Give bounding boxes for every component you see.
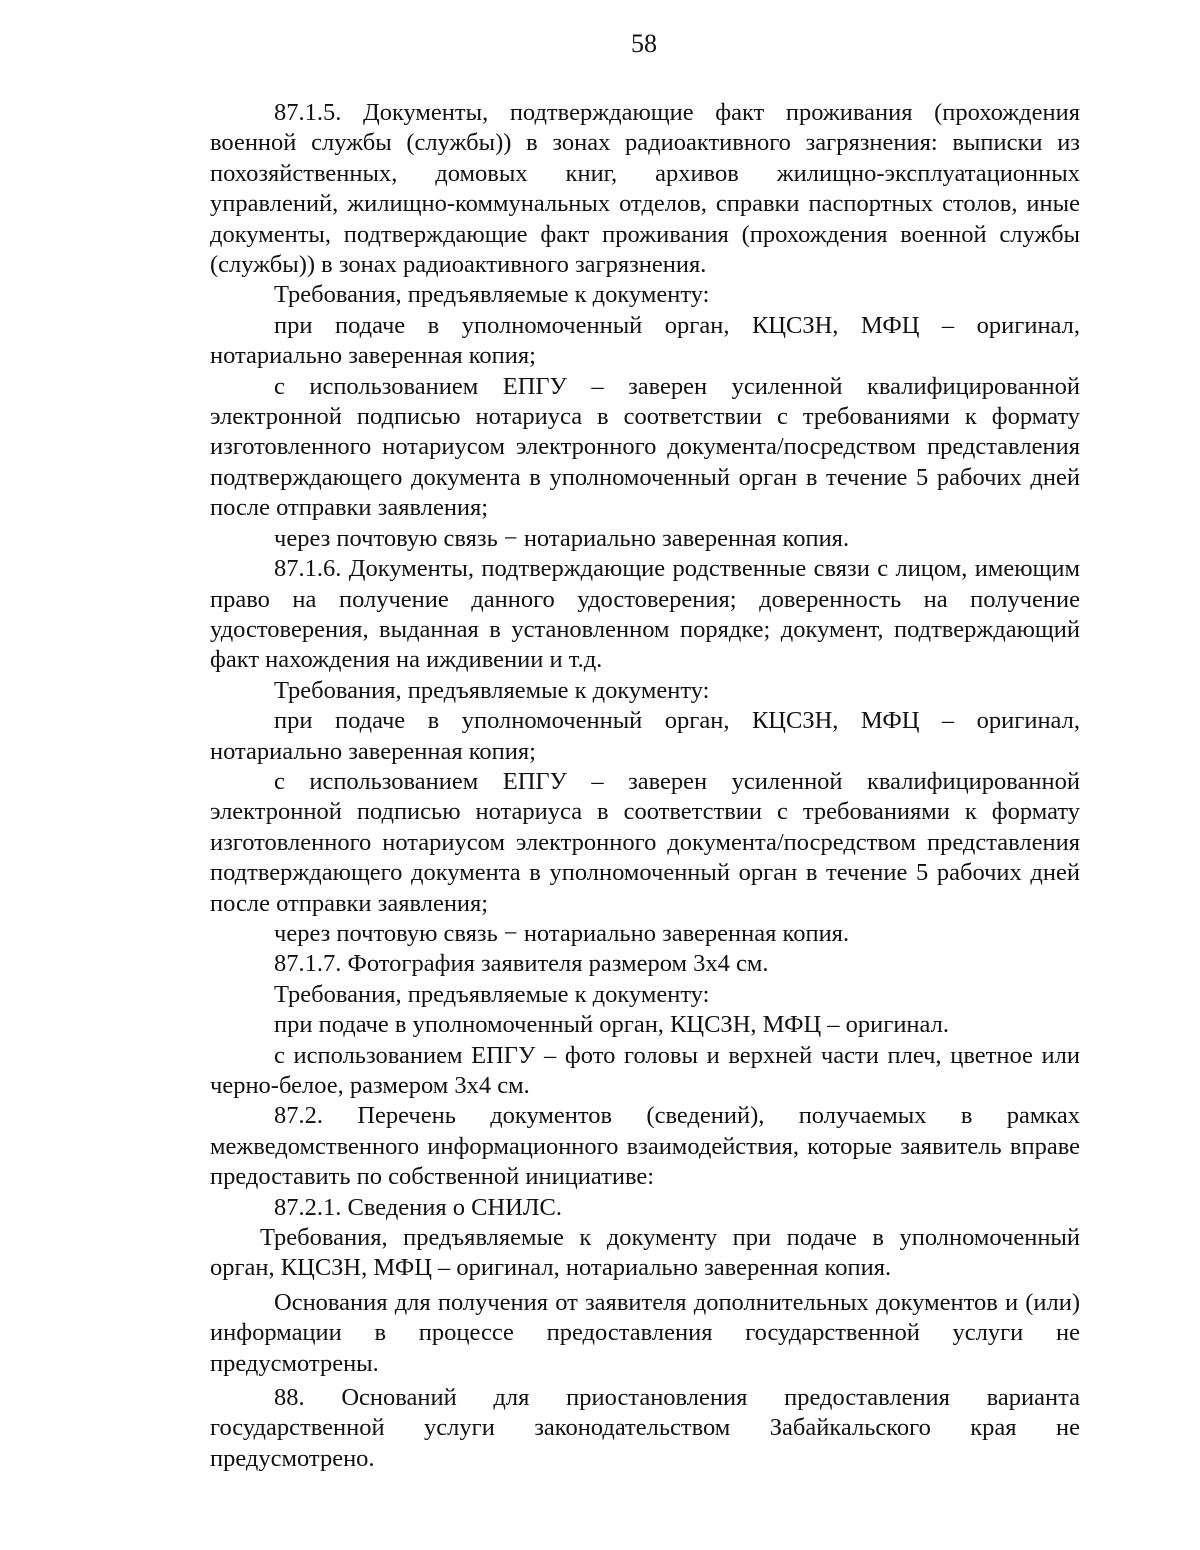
requirement-epgu: с использованием ЕПГУ – заверен усиленной квалифицированной электронной подписью нотариуса в соответствии с требованиями к формату изготовленного нотариусом электронного документа/посредством представления подтверждающего документа в уполномоченный орган в течение 5 рабочих дней после отправки заявления; [210,372,1080,522]
paragraph-87-1-5: 87.1.5. Документы, подтверждающие факт проживания (прохождения военной службы (службы)) в зонах радиоактивного загрязнения: выписки из похозяйственных, домовых книг, архивов жилищно-эксплуатационных управлений, жилищно-коммунальных отделов, справки паспортных столов, иные документы, подтверждающие факт проживания (прохождения военной службы (службы)) в зонах радиоактивного загрязнения. [210,99,1080,279]
paragraph-87-2: 87.2. Перечень документов (сведений), получаемых в рамках межведомственного информационного взаимодействия, которые заявитель вправе предоставить по собственной инициативе: [210,1102,1080,1191]
document-body [210,98,1080,1474]
requirement-in-person: при подаче в уполномоченный орган, КЦСЗН, МФЦ – оригинал, нотариально заверенная копия; [210,707,1080,765]
paragraph-87-1-7: 87.1.7. Фотография заявителя размером 3х4 см. [274,950,769,978]
requirements-heading: Требования, предъявляемые к документу: [274,980,710,1008]
requirements-heading: Требования, предъявляемые к документу: [274,676,710,704]
requirement-post: через почтовую связь − нотариально заверенная копия. [274,524,850,552]
paragraph-87-2-1: 87.2.1. Сведения о СНИЛС. [274,1193,562,1221]
page-number: 58 [631,29,657,58]
paragraph-88: 88. Оснований для приостановления предоставления варианта государственной услуги законодательством Забайкальского края не предусмотрено. [210,1384,1080,1472]
paragraph-87-1-6: 87.1.6. Документы, подтверждающие родственные связи с лицом, имеющим право на получение данного удостоверения; доверенность на получение удостоверения, выданная в установленном порядке; документ, подтверждающий факт нахождения на иждивении и т.д. [210,555,1080,674]
requirement-snils: Требования, предъявляемые к документу при подаче в уполномоченный орган, КЦСЗН, МФЦ – оригинал, нотариально заверенная копия. [210,1224,1080,1282]
requirements-heading: Требования, предъявляемые к документу: [274,281,710,309]
requirement-in-person: при подаче в уполномоченный орган, КЦСЗН, МФЦ – оригинал, нотариально заверенная копия; [210,311,1080,370]
requirement-epgu: с использованием ЕПГУ – заверен усиленной квалифицированной электронной подписью нотариуса в соответствии с требованиями к формату изготовленного нотариусом электронного документа/посредством представления подтверждающего документа в уполномоченный орган в течение 5 рабочих дней после отправки заявления; [210,767,1080,917]
requirement-epgu: с использованием ЕПГУ – фото головы и верхней части плеч, цветное или черно-белое, размером 3х4 см. [210,1041,1080,1099]
requirement-post: через почтовую связь − нотариально заверенная копия. [274,919,850,947]
paragraph-grounds: Основания для получения от заявителя дополнительных документов и (или) информации в процессе предоставления государственной услуги не предусмотрены. [210,1288,1080,1377]
requirement-in-person: при подаче в уполномоченный орган, КЦСЗН, МФЦ – оригинал. [274,1011,949,1039]
